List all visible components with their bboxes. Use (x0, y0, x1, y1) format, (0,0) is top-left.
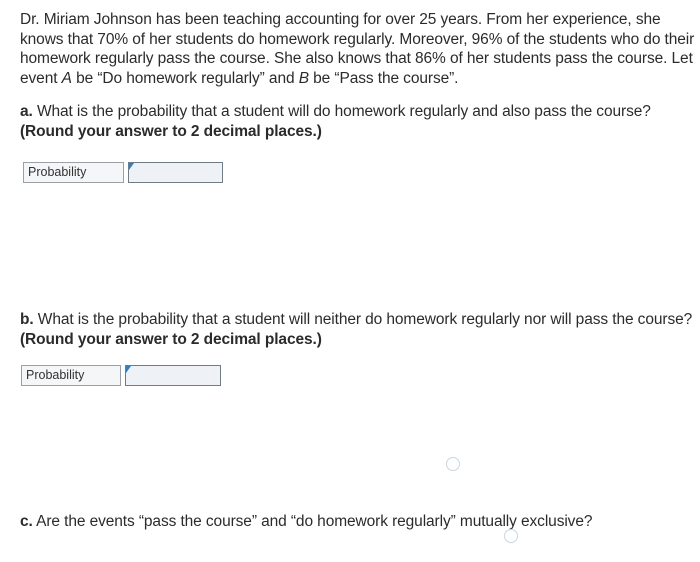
intro-line-3: homework regularly pass the course. She also knows that 86% of her students pass the course. Let (20, 50, 693, 67)
intro-line-4-pre: event (20, 69, 62, 87)
question-b-text (20, 310, 696, 330)
question-c-letter: c. (20, 513, 33, 530)
answer-b-row (21, 365, 221, 386)
intro-line-4-mid: be “Do homework regularly” and (71, 69, 299, 87)
intro-line-2: knows that 70% of her students do homework regularly. Moreover, 96% of the students who do their (20, 30, 695, 48)
answer-a-input[interactable] (129, 163, 222, 182)
problem-statement (20, 10, 696, 88)
answer-a-field[interactable] (128, 162, 223, 183)
question-a-round-note: (Round your answer to 2 decimal places.) (20, 122, 322, 140)
question-b (20, 310, 696, 349)
intro-line-4-post: be “Pass the course”. (308, 69, 459, 87)
question-c-text (20, 512, 696, 532)
intro-line-1: Dr. Miriam Johnson has been teaching accounting for over 25 years. From her experience, she (20, 11, 661, 28)
answer-b-label: Probability (21, 365, 121, 386)
answer-b-field[interactable] (125, 365, 221, 386)
required-flag-icon (126, 366, 131, 373)
question-c-prompt: Are the events “pass the course” and “do homework regularly” mutually exclusive? (32, 513, 593, 530)
question-b-prompt: What is the probability that a student will neither do homework regularly nor will pass the course? (33, 311, 693, 328)
question-b-round-note: (Round your answer to 2 decimal places.) (20, 330, 322, 348)
faint-circle-icon (446, 457, 460, 471)
event-b-symbol: B (298, 69, 309, 87)
faint-circle-icon (504, 529, 518, 543)
answer-a-label: Probability (23, 162, 124, 183)
answer-b-input[interactable] (126, 366, 220, 385)
required-flag-icon (129, 163, 134, 170)
answer-a-row (23, 162, 223, 183)
intro-line-4 (20, 69, 696, 89)
event-a-symbol: A (61, 69, 72, 87)
question-a-prompt: What is the probability that a student will do homework regularly and also pass the course? (32, 103, 651, 120)
question-b-letter: b. (20, 311, 34, 328)
question-a-letter: a. (20, 103, 33, 120)
question-a-text (20, 102, 696, 122)
question-a (20, 102, 696, 141)
question-c (20, 512, 696, 532)
